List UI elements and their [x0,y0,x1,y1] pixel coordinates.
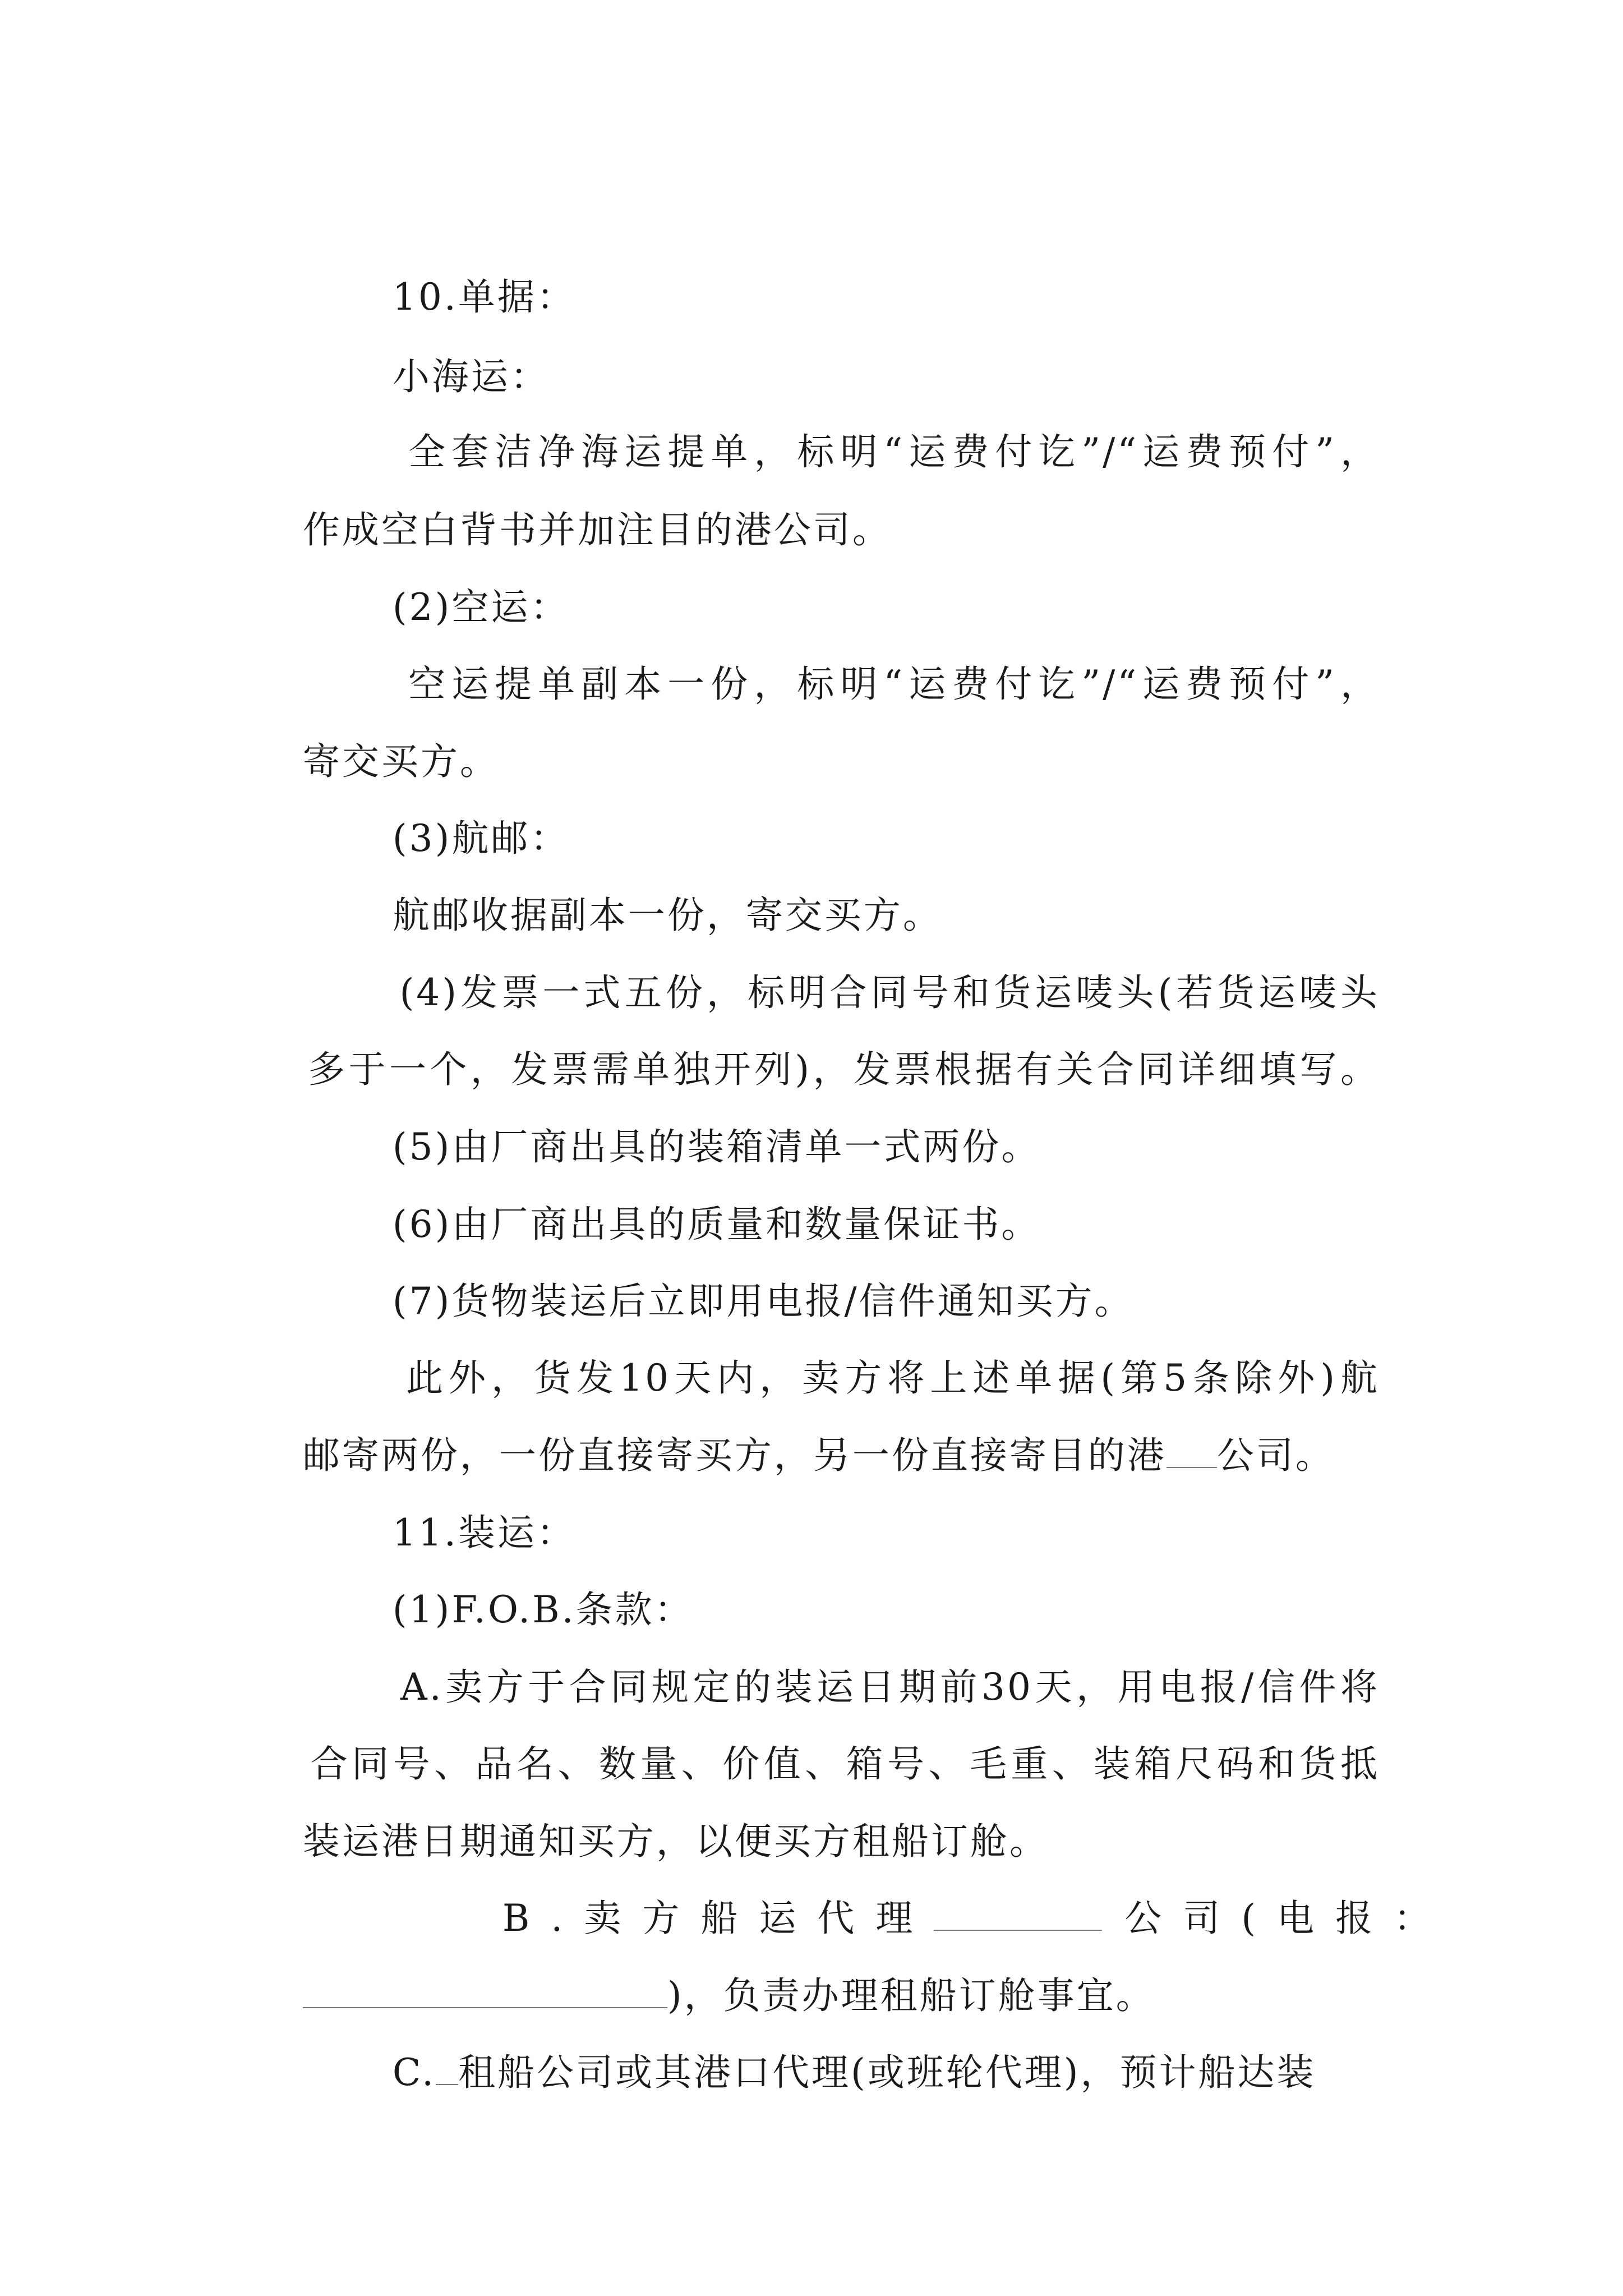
subheading-fob [336,1526,1380,1631]
paragraph-line [247,1372,1380,1477]
subheading-airmail [336,754,1380,860]
text-line: )，负责办理租船订舱事宜。 [667,1974,1155,2017]
paragraph-line [336,1294,1380,1400]
text-line: (7)货物装运后立即用电报/信件通知买方。 [392,1280,1134,1323]
paragraph-line [370,1834,1453,1940]
text-line: 寄交买方。 [302,740,499,783]
text-line: 10.单据： [392,275,576,319]
text-line: 合同号、品名、数量、价值、箱号、毛重、装箱尺码和货抵 [310,1742,1380,1786]
text-line: 装运港日期通知买方，以便买方租船订舱。 [302,1820,1049,1863]
text-line: 航邮收据副本一份，寄交买方。 [392,894,942,937]
text-line: 小海运： [392,355,550,398]
paragraph-line [336,1603,1380,1709]
text-line: 公司。 [1216,1434,1335,1477]
section-heading-documents [336,213,1380,319]
paragraph-line [336,1140,1380,1246]
paragraph-line [336,909,1380,1014]
text-line: (6)由厂商出具的质量和数量保证书。 [392,1203,1041,1246]
text-line: 公司(电报： [1124,1897,1453,1940]
paragraph-line [336,1063,1380,1168]
paragraph-line [247,678,1380,783]
text-line: 11.装运： [392,1511,576,1554]
paragraph-line [247,1912,1380,2017]
paragraph-line [247,446,1380,551]
paragraph-line [247,1680,1380,1786]
subheading-ocean [336,293,1380,398]
text-line: (2)空运： [392,586,570,629]
paragraph-line [336,831,1380,937]
text-line: (3)航邮： [392,817,570,860]
subheading-air [336,523,1380,629]
text-line: (4)发票一式五份，标明合同号和货运唛头(若货运唛头 [399,971,1380,1014]
text-line: (1)F.O.B.条款： [392,1588,694,1631]
text-line: A.卖方于合同规定的装运日期前30天，用电报/信件将 [400,1665,1380,1709]
text-line: (5)由厂商出具的装箱清单一式两份。 [392,1125,1041,1168]
paragraph-line [336,368,1380,473]
paragraph-line [247,1757,1380,1863]
text-line: B.卖方船运代理 [502,1897,934,1940]
fill-in-blank [436,2048,458,2085]
text-line: 邮寄两份，一份直接寄买方，另一份直接寄目的港 [302,1434,1166,1477]
paragraph-line [336,1217,1380,1323]
text-line: 租船公司或其港口代理(或班轮代理)，预计船达装 [458,2051,1316,2094]
text-line: 此外，货发10天内，卖方将上述单据(第5条除外)航 [406,1356,1380,1400]
paragraph-line [336,600,1380,706]
text-line: C. [392,2051,436,2094]
text-line: 多于一个，发票需单独开列)，发票根据有关合同详细填写。 [308,1048,1380,1091]
paragraph-line [336,1989,1380,2094]
section-heading-shipment [336,1449,1380,1554]
text-line: 作成空白背书并加注目的港公司。 [302,508,892,551]
text-line: 全套洁净海运提单，标明“运费付讫”/“运费预付”， [408,430,1380,473]
text-line: 空运提单副本一份，标明“运费付讫”/“运费预付”， [408,662,1380,706]
paragraph-line [247,986,1380,1091]
